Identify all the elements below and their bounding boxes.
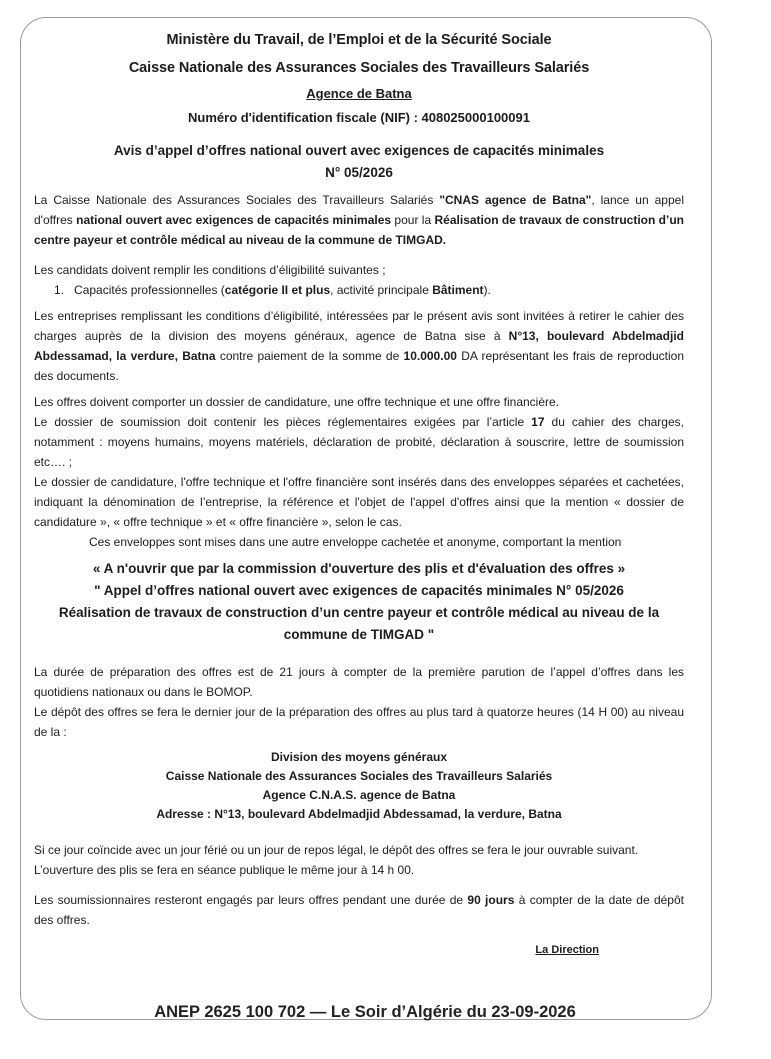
withdrawal-paragraph bbox=[34, 306, 684, 386]
address-line-4: Adresse : N°13, boulevard Abdelmadjid Abdessamad, la verdure, Batna bbox=[156, 807, 562, 821]
intro-paragraph bbox=[34, 190, 684, 250]
offers-paragraph-1: Les offres doivent comporter un dossier de candidature, une offre technique et une offre financière. bbox=[34, 395, 560, 409]
closing-paragraph-3 bbox=[34, 890, 684, 930]
deposit-address bbox=[34, 748, 684, 824]
closing-p3-text-2: à compter de la date de dépôt des offres. bbox=[34, 893, 684, 927]
offers-paragraph-3: Le dossier de candidature, l'offre technique et l'offre financière sont insérés dans des enveloppes séparées et cachetées, indiquant la dénomination de l’entreprise, la référence et l'objet de l'appel d'offres ainsi que la mention « dossier de candidature », « offre technique » et « offre financière », selon le cas. bbox=[34, 475, 684, 529]
offers-article-number: 17 bbox=[531, 415, 545, 429]
withdrawal-text-2: contre paiement de la somme de bbox=[215, 349, 404, 363]
validity-duration: 90 jours bbox=[467, 893, 515, 907]
address-line-2: Caisse Nationale des Assurances Sociales des Travailleurs Salariés bbox=[165, 769, 553, 783]
notice-title-line1: Avis d’appel d’offres national ouvert avec exigences de capacités minimales bbox=[113, 143, 605, 158]
deadline-paragraph-2: Le dépôt des offres se fera le dernier jour de la préparation des offres au plus tard à quatorze heures (14 H 00) au niveau de la : bbox=[34, 705, 684, 739]
mention-line-2: " Appel d’offres national ouvert avec exigences de capacités minimales N° 05/2026 bbox=[94, 583, 624, 598]
deadline-paragraph-1: La durée de préparation des offres est de 21 jours à compter de la première parution de l’appel d’offres dans les quotidiens nationaux ou dans le BOMOP. bbox=[34, 665, 684, 699]
caisse-name: Caisse Nationale des Assurances Sociales des Travailleurs Salariés bbox=[128, 60, 590, 76]
address-line-1: Division des moyens généraux bbox=[270, 750, 448, 764]
tender-notice bbox=[34, 26, 684, 960]
offers-paragraph-2 bbox=[34, 412, 684, 472]
eligibility-text-3: ). bbox=[483, 283, 491, 297]
header-block bbox=[34, 26, 684, 130]
closing-paragraph-1: Si ce jour coïncide avec un jour férié ou un jour de repos légal, le dépôt des offres se fera le jour ouvrable suivant. bbox=[34, 843, 639, 857]
eligibility-intro: Les candidats doivent remplir les conditions d’éligibilité suivantes ; bbox=[34, 263, 386, 277]
withdrawal-text-3: DA représentant les frais de reproduction des documents. bbox=[34, 349, 684, 383]
nif-number: Numéro d'identification fiscale (NIF) : 408025000100091 bbox=[188, 110, 530, 125]
withdrawal-address: N°13, boulevard Abdelmadjid Abdessamad, la verdure, Batna bbox=[34, 329, 684, 363]
intro-text-3: pour la bbox=[391, 213, 435, 227]
eligibility-text-1: Capacités professionnelles ( bbox=[74, 283, 225, 297]
publication-footer: ANEP 2625 100 702 — Le Soir d’Algérie du 23-09-2026 bbox=[154, 1003, 576, 1021]
eligibility-activity: Bâtiment bbox=[432, 283, 484, 297]
address-line-3: Agence C.N.A.S. agence de Batna bbox=[262, 788, 456, 802]
notice-title bbox=[34, 140, 684, 184]
intro-object: Réalisation de travaux de construction d’un centre payeur et contrôle médical au niveau de la commune de TIMGAD. bbox=[34, 213, 685, 247]
offers-paragraph-4: Ces enveloppes sont mises dans une autre enveloppe cachetée et anonyme, comportant la mention bbox=[89, 535, 622, 549]
eligibility-text-2: , activité principale bbox=[330, 283, 433, 297]
agency-name: Agence de Batna bbox=[306, 86, 412, 101]
intro-text-1: La Caisse Nationale des Assurances Sociales des Travailleurs Salariés bbox=[34, 193, 440, 207]
notice-number: N° 05/2026 bbox=[325, 165, 393, 180]
closing-p3-text-1: Les soumissionnaires resteront engagés par leurs offres pendant une durée de bbox=[34, 893, 468, 907]
mention-line-1: « A n'ouvrir que par la commission d'ouverture des plis et d'évaluation des offres » bbox=[92, 561, 626, 576]
ministry-name: Ministère du Travail, de l’Emploi et de la Sécurité Sociale bbox=[166, 32, 552, 48]
intro-cnas: "CNAS agence de Batna" bbox=[439, 193, 592, 207]
envelope-mention bbox=[34, 558, 684, 646]
eligibility-item-number: 1. bbox=[54, 283, 65, 297]
intro-type: national ouvert avec exigences de capacités minimales bbox=[76, 213, 392, 227]
signature: La Direction bbox=[535, 944, 599, 956]
mention-line-3: Réalisation de travaux de construction d’un centre payeur et contrôle médical au niveau de la commune de TIMGAD " bbox=[58, 605, 660, 642]
eligibility-item bbox=[34, 280, 684, 300]
eligibility-category: catégorie II et plus bbox=[224, 283, 331, 297]
offers-p2-text-2: du cahier des charges, notamment : moyens humains, moyens matériels, déclaration de probité, déclaration à souscrire, lettre de soumission etc…. ; bbox=[34, 415, 684, 469]
withdrawal-amount: 10.000.00 bbox=[403, 349, 457, 363]
intro-text-2: , lance un appel d'offres bbox=[34, 193, 684, 227]
closing-paragraph-2: L’ouverture des plis se fera en séance publique le même jour à 14 h 00. bbox=[34, 863, 415, 877]
withdrawal-text-1: Les entreprises remplissant les conditions d’éligibilité, intéressées par le présent avis sont invitées à retirer le cahier des charges auprès de la division des moyens généraux, agence de Batna sise à bbox=[34, 309, 684, 343]
offers-p2-text-1: Le dossier de soumission doit contenir les pièces réglementaires exigées par l’article bbox=[34, 415, 532, 429]
